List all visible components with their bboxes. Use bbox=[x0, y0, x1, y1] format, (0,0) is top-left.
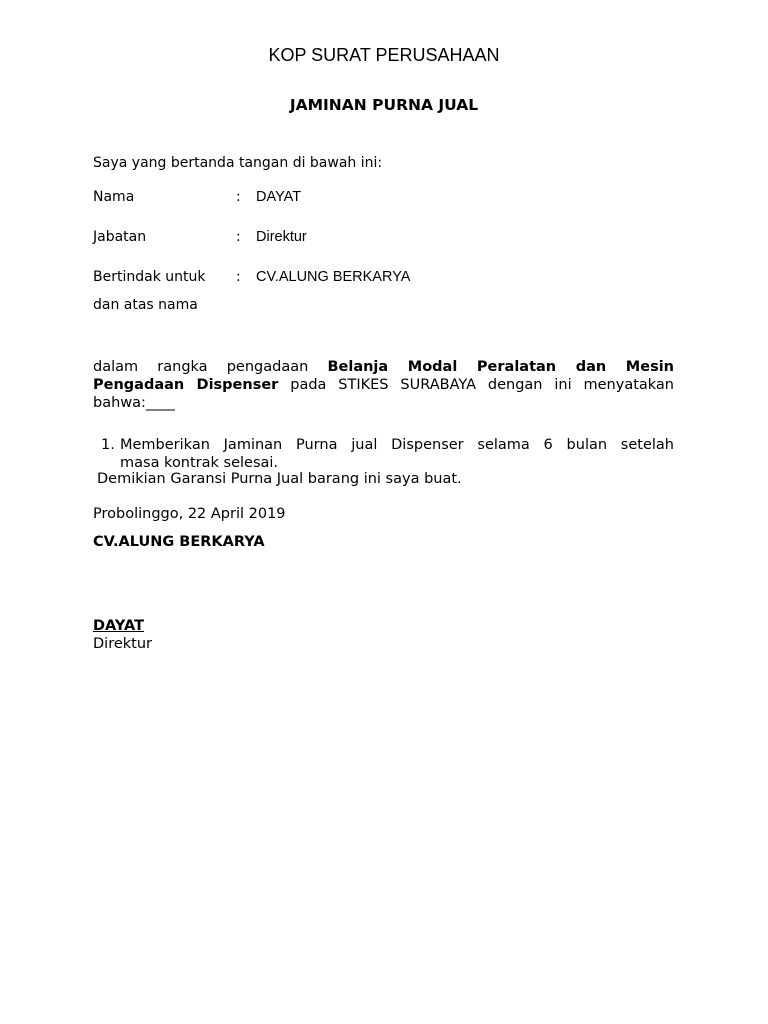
intro-text: Saya yang bertanda tangan di bawah ini: bbox=[93, 155, 383, 171]
field-label-nama: Nama bbox=[93, 189, 135, 205]
place-date: Probolinggo, 22 April 2019 bbox=[93, 506, 286, 522]
closing-statement: Demikian Garansi Purna Jual barang ini saya buat. bbox=[97, 471, 462, 487]
signer-name: DAYAT bbox=[93, 618, 144, 634]
paragraph-text: pada STIKES SURABAYA dengan ini menyatakan bbox=[290, 377, 675, 393]
letterhead: KOP SURAT PERUSAHAAN bbox=[268, 45, 500, 65]
paragraph-text: dalam rangka pengadaan bbox=[93, 359, 309, 375]
field-value-jabatan: Direktur bbox=[256, 229, 307, 245]
field-label-bertindak: Bertindak untuk bbox=[93, 269, 206, 285]
field-colon: : bbox=[236, 269, 241, 285]
paragraph-line-1 bbox=[93, 358, 674, 376]
field-value-nama: DAYAT bbox=[256, 189, 302, 205]
list-item-number: 1. bbox=[101, 437, 115, 453]
field-colon: : bbox=[236, 229, 241, 245]
field-label-jabatan: Jabatan bbox=[93, 229, 147, 245]
signature-company: CV.ALUNG BERKARYA bbox=[93, 534, 265, 550]
field-value-bertindak: CV.ALUNG BERKARYA bbox=[256, 269, 411, 285]
paragraph-line-3: bahwa:____ bbox=[93, 395, 175, 411]
field-colon: : bbox=[236, 189, 241, 205]
on-behalf-text: dan atas nama bbox=[93, 297, 198, 313]
paragraph-bold-text: Belanja Modal Peralatan dan Mesin bbox=[327, 359, 674, 375]
signer-position: Direktur bbox=[93, 636, 152, 652]
document-title: JAMINAN PURNA JUAL bbox=[289, 96, 479, 114]
paragraph-bold-text: Pengadaan Dispenser bbox=[93, 377, 279, 393]
paragraph-line-2 bbox=[93, 376, 674, 394]
list-item-text: Memberikan Jaminan Purna jual Dispenser selama 6 bulan setelah bbox=[120, 437, 674, 453]
list-item-text-continued: masa kontrak selesai. bbox=[120, 455, 279, 471]
